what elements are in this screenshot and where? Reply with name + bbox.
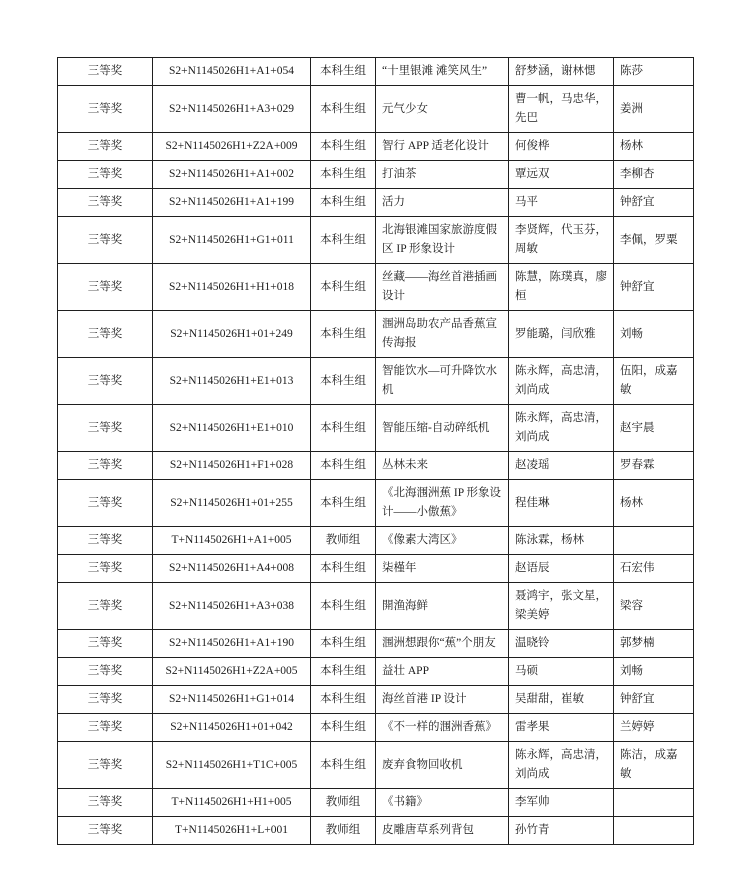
- cell-code: T+N1145026H1+H1+005: [153, 789, 311, 817]
- cell-group: 本科生组: [311, 358, 376, 405]
- cell-advisor: [614, 817, 694, 845]
- cell-award: 三等奖: [58, 311, 153, 358]
- table-row: [58, 555, 694, 583]
- cell-title: 丝藏——海丝首港插画设计: [376, 264, 509, 311]
- cell-authors: 赵语辰: [509, 555, 614, 583]
- cell-award: 三等奖: [58, 658, 153, 686]
- cell-code: S2+N1145026H1+F1+028: [153, 452, 311, 480]
- cell-code: S2+N1145026H1+A1+054: [153, 58, 311, 86]
- table-row: [58, 789, 694, 817]
- cell-authors: 罗能璐，闫欣雅: [509, 311, 614, 358]
- cell-code: S2+N1145026H1+E1+013: [153, 358, 311, 405]
- cell-title: 元气少女: [376, 86, 509, 133]
- cell-group: 本科生组: [311, 405, 376, 452]
- awards-table: [57, 57, 694, 845]
- cell-title: 涠洲岛助农产品香蕉宣传海报: [376, 311, 509, 358]
- cell-group: 本科生组: [311, 217, 376, 264]
- table-row: [58, 742, 694, 789]
- cell-award: 三等奖: [58, 583, 153, 630]
- cell-code: S2+N1145026H1+Z2A+009: [153, 133, 311, 161]
- cell-authors: 舒梦涵，谢林愢: [509, 58, 614, 86]
- cell-code: S2+N1145026H1+A3+029: [153, 86, 311, 133]
- cell-authors: 覃远双: [509, 161, 614, 189]
- table-row: [58, 480, 694, 527]
- cell-group: 本科生组: [311, 686, 376, 714]
- cell-advisor: [614, 527, 694, 555]
- cell-advisor: 钟舒宜: [614, 264, 694, 311]
- cell-group: 教师组: [311, 527, 376, 555]
- cell-advisor: 钟舒宜: [614, 189, 694, 217]
- cell-title: 海丝首港 IP 设计: [376, 686, 509, 714]
- cell-code: S2+N1145026H1+G1+014: [153, 686, 311, 714]
- table-row: [58, 358, 694, 405]
- cell-authors: 聂鸿宇，张文星，梁美婷: [509, 583, 614, 630]
- cell-advisor: 伍阳，成嘉敏: [614, 358, 694, 405]
- cell-award: 三等奖: [58, 217, 153, 264]
- cell-advisor: 刘畅: [614, 658, 694, 686]
- cell-title: 《北海涠洲蕉 IP 形象设计——小傲蕉》: [376, 480, 509, 527]
- cell-code: S2+N1145026H1+H1+018: [153, 264, 311, 311]
- cell-code: S2+N1145026H1+A1+002: [153, 161, 311, 189]
- cell-group: 本科生组: [311, 58, 376, 86]
- cell-authors: 陈泳霖，杨林: [509, 527, 614, 555]
- cell-group: 本科生组: [311, 714, 376, 742]
- cell-award: 三等奖: [58, 630, 153, 658]
- cell-code: S2+N1145026H1+E1+010: [153, 405, 311, 452]
- cell-group: 本科生组: [311, 480, 376, 527]
- cell-award: 三等奖: [58, 742, 153, 789]
- cell-title: 《书籍》: [376, 789, 509, 817]
- cell-title: 涠洲想跟你“蕉”个朋友: [376, 630, 509, 658]
- cell-title: 開渔海鲜: [376, 583, 509, 630]
- table-row: [58, 86, 694, 133]
- table-row: [58, 686, 694, 714]
- cell-award: 三等奖: [58, 358, 153, 405]
- cell-title: 废弃食物回收机: [376, 742, 509, 789]
- cell-award: 三等奖: [58, 789, 153, 817]
- cell-advisor: 兰婷婷: [614, 714, 694, 742]
- cell-group: 本科生组: [311, 311, 376, 358]
- cell-advisor: 郭梦楠: [614, 630, 694, 658]
- table-row: [58, 405, 694, 452]
- cell-code: S2+N1145026H1+A4+008: [153, 555, 311, 583]
- cell-authors: 陈永辉，高忠清，刘尚成: [509, 358, 614, 405]
- cell-advisor: 杨林: [614, 480, 694, 527]
- cell-award: 三等奖: [58, 555, 153, 583]
- cell-group: 本科生组: [311, 161, 376, 189]
- cell-title: 益壮 APP: [376, 658, 509, 686]
- cell-code: T+N1145026H1+L+001: [153, 817, 311, 845]
- cell-authors: 何俊桦: [509, 133, 614, 161]
- cell-authors: 程佳琳: [509, 480, 614, 527]
- cell-group: 本科生组: [311, 630, 376, 658]
- cell-group: 本科生组: [311, 658, 376, 686]
- cell-award: 三等奖: [58, 817, 153, 845]
- table-row: [58, 217, 694, 264]
- cell-award: 三等奖: [58, 686, 153, 714]
- cell-award: 三等奖: [58, 527, 153, 555]
- cell-group: 本科生组: [311, 555, 376, 583]
- cell-award: 三等奖: [58, 133, 153, 161]
- cell-authors: 李军帅: [509, 789, 614, 817]
- cell-title: 《像素大湾区》: [376, 527, 509, 555]
- cell-advisor: 陈洁，成嘉敏: [614, 742, 694, 789]
- cell-authors: 曹一帆，马忠华，先巴: [509, 86, 614, 133]
- table-row: [58, 452, 694, 480]
- cell-code: S2+N1145026H1+01+042: [153, 714, 311, 742]
- cell-authors: 陈慧，陈璞真，廖桓: [509, 264, 614, 311]
- table-row: [58, 583, 694, 630]
- cell-award: 三等奖: [58, 58, 153, 86]
- awards-table-body: [58, 58, 694, 845]
- cell-advisor: 罗春霖: [614, 452, 694, 480]
- cell-group: 本科生组: [311, 742, 376, 789]
- table-row: [58, 311, 694, 358]
- cell-title: 智行 APP 适老化设计: [376, 133, 509, 161]
- cell-title: 智能饮水—可升降饮水机: [376, 358, 509, 405]
- table-row: [58, 817, 694, 845]
- cell-authors: 赵凌瑶: [509, 452, 614, 480]
- cell-award: 三等奖: [58, 714, 153, 742]
- cell-title: 北海银滩国家旅游度假区 IP 形象设计: [376, 217, 509, 264]
- cell-title: 活力: [376, 189, 509, 217]
- cell-award: 三等奖: [58, 189, 153, 217]
- cell-advisor: 刘畅: [614, 311, 694, 358]
- table-row: [58, 189, 694, 217]
- cell-advisor: 姜洲: [614, 86, 694, 133]
- table-row: [58, 58, 694, 86]
- cell-award: 三等奖: [58, 452, 153, 480]
- cell-award: 三等奖: [58, 161, 153, 189]
- cell-title: 打油茶: [376, 161, 509, 189]
- cell-group: 本科生组: [311, 264, 376, 311]
- cell-group: 本科生组: [311, 133, 376, 161]
- cell-authors: 雷孝果: [509, 714, 614, 742]
- cell-code: S2+N1145026H1+G1+011: [153, 217, 311, 264]
- cell-award: 三等奖: [58, 264, 153, 311]
- cell-advisor: 李佩，罗粟: [614, 217, 694, 264]
- cell-title: 皮雕唐草系列背包: [376, 817, 509, 845]
- cell-code: S2+N1145026H1+A3+038: [153, 583, 311, 630]
- cell-title: 智能压缩-自动碎纸机: [376, 405, 509, 452]
- cell-group: 教师组: [311, 817, 376, 845]
- cell-group: 本科生组: [311, 86, 376, 133]
- cell-authors: 李贤辉，代玉芬，周敏: [509, 217, 614, 264]
- cell-authors: 温晓铃: [509, 630, 614, 658]
- cell-award: 三等奖: [58, 405, 153, 452]
- cell-group: 本科生组: [311, 189, 376, 217]
- cell-authors: 孙竹青: [509, 817, 614, 845]
- table-row: [58, 714, 694, 742]
- cell-code: T+N1145026H1+A1+005: [153, 527, 311, 555]
- cell-authors: 陈永辉，高忠清，刘尚成: [509, 742, 614, 789]
- cell-code: S2+N1145026H1+Z2A+005: [153, 658, 311, 686]
- table-row: [58, 527, 694, 555]
- cell-code: S2+N1145026H1+A1+190: [153, 630, 311, 658]
- cell-advisor: 陈莎: [614, 58, 694, 86]
- table-row: [58, 630, 694, 658]
- cell-title: 柒槿年: [376, 555, 509, 583]
- table-row: [58, 161, 694, 189]
- cell-title: “十里银滩 滩笑风生”: [376, 58, 509, 86]
- cell-award: 三等奖: [58, 86, 153, 133]
- cell-advisor: 钟舒宜: [614, 686, 694, 714]
- cell-advisor: 李柳杏: [614, 161, 694, 189]
- cell-group: 教师组: [311, 789, 376, 817]
- cell-group: 本科生组: [311, 452, 376, 480]
- table-row: [58, 658, 694, 686]
- cell-authors: 陈永辉，高忠清，刘尚成: [509, 405, 614, 452]
- cell-authors: 马硕: [509, 658, 614, 686]
- cell-advisor: 梁容: [614, 583, 694, 630]
- cell-code: S2+N1145026H1+01+255: [153, 480, 311, 527]
- cell-authors: 马平: [509, 189, 614, 217]
- cell-code: S2+N1145026H1+A1+199: [153, 189, 311, 217]
- cell-advisor: 赵宇晨: [614, 405, 694, 452]
- cell-title: 丛林未来: [376, 452, 509, 480]
- cell-award: 三等奖: [58, 480, 153, 527]
- table-row: [58, 264, 694, 311]
- cell-code: S2+N1145026H1+01+249: [153, 311, 311, 358]
- cell-advisor: 石宏伟: [614, 555, 694, 583]
- cell-advisor: 杨林: [614, 133, 694, 161]
- cell-code: S2+N1145026H1+T1C+005: [153, 742, 311, 789]
- cell-group: 本科生组: [311, 583, 376, 630]
- cell-authors: 吴甜甜，崔敏: [509, 686, 614, 714]
- cell-advisor: [614, 789, 694, 817]
- table-row: [58, 133, 694, 161]
- cell-title: 《不一样的涠洲香蕉》: [376, 714, 509, 742]
